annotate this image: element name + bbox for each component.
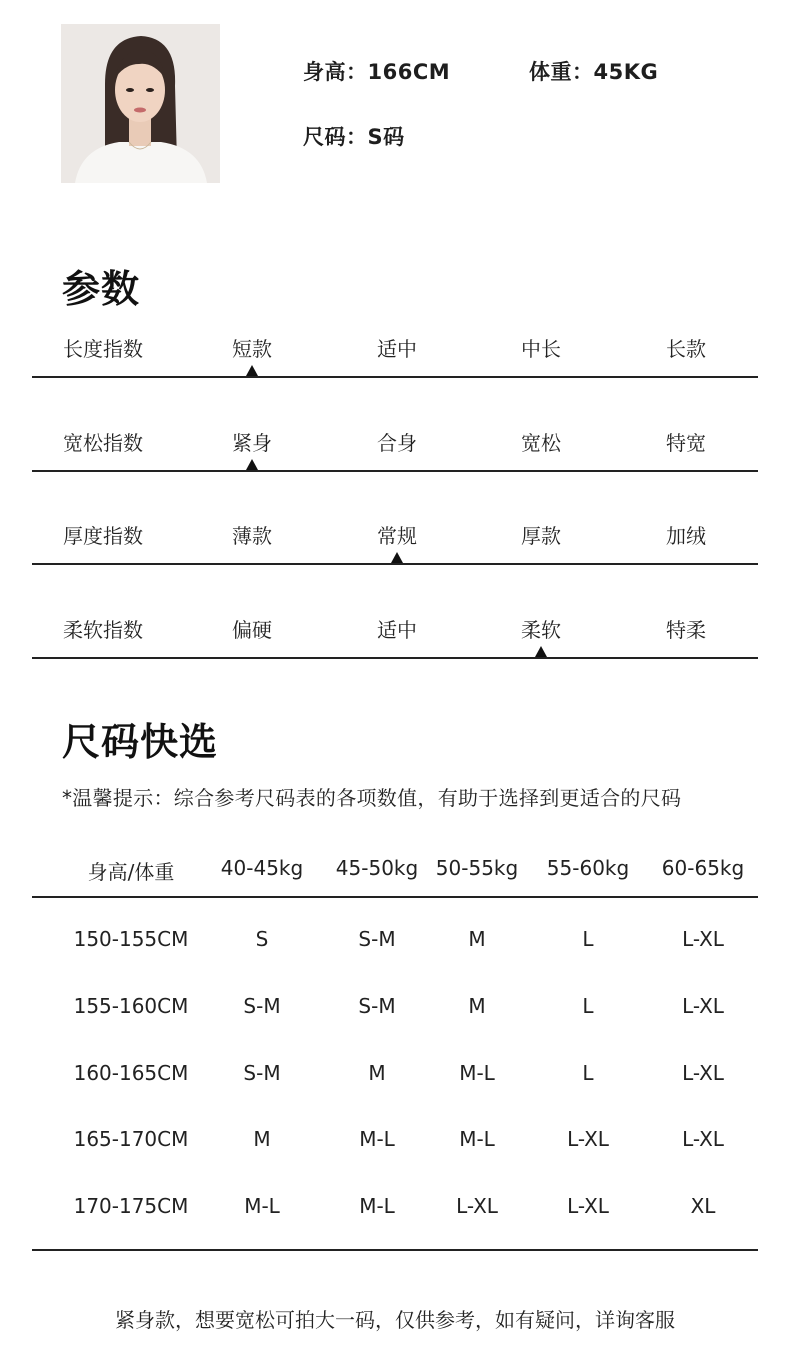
param-option: 柔软 [521, 618, 561, 642]
table-cell-size: L-XL [682, 927, 724, 951]
table-cell-size: M-L [459, 1061, 495, 1085]
param-option: 合身 [377, 431, 417, 455]
table-row-height: 165-170CM [73, 1127, 189, 1151]
table-cell-size: M-L [244, 1194, 280, 1218]
param-label: 厚度指数 [63, 524, 143, 548]
table-header-cell: 40-45kg [220, 856, 304, 880]
param-option: 特宽 [666, 431, 706, 455]
param-label: 宽松指数 [63, 431, 143, 455]
table-cell-size: L-XL [456, 1194, 498, 1218]
table-cell-size: S-M [243, 994, 281, 1018]
table-row-height: 170-175CM [73, 1194, 189, 1218]
param-level-marker [246, 365, 258, 376]
table-cell-size: XL [690, 1194, 716, 1218]
table-row-height: 150-155CM [73, 927, 189, 951]
table-cell-size: M-L [459, 1127, 495, 1151]
table-cell-size: L-XL [567, 1194, 609, 1218]
table-row-height: 160-165CM [73, 1061, 189, 1085]
table-header-corner: 身高/体重 [87, 860, 175, 884]
param-divider [32, 657, 758, 659]
param-option: 偏硬 [232, 618, 272, 642]
table-header-cell: 45-50kg [335, 856, 419, 880]
table-cell-size: S-M [243, 1061, 281, 1085]
footer-note: 紧身款，想要宽松可拍大一码，仅供参考，如有疑问，详询客服 [115, 1308, 675, 1332]
param-label: 长度指数 [63, 337, 143, 361]
param-option: 长款 [666, 337, 706, 361]
param-level-marker [246, 459, 258, 470]
table-cell-size: L [582, 994, 594, 1018]
param-option: 特柔 [666, 618, 706, 642]
param-option: 厚款 [521, 524, 561, 548]
table-cell-size: S-M [358, 927, 396, 951]
table-row-height: 155-160CM [73, 994, 189, 1018]
table-header-cell: 55-60kg [546, 856, 630, 880]
table-cell-size: M [253, 1127, 271, 1151]
param-divider [32, 470, 758, 472]
param-option: 紧身 [232, 431, 272, 455]
model-portrait-illustration [61, 24, 220, 183]
model-weight: 体重：45KG [529, 60, 659, 84]
param-option: 加绒 [666, 524, 706, 548]
size-guide-tip: *温馨提示：综合参考尺码表的各项数值，有助于选择到更适合的尺码 [62, 786, 682, 810]
table-cell-size: M [468, 994, 486, 1018]
model-height: 身高：166CM [303, 60, 451, 84]
param-option: 常规 [377, 524, 417, 548]
param-option: 适中 [377, 337, 417, 361]
param-option: 宽松 [521, 431, 561, 455]
table-cell-size: L-XL [567, 1127, 609, 1151]
param-divider [32, 376, 758, 378]
table-cell-size: L-XL [682, 994, 724, 1018]
param-option: 短款 [232, 337, 272, 361]
table-cell-size: M-L [359, 1127, 395, 1151]
params-title: 参数 [62, 267, 141, 311]
model-size: 尺码：S码 [303, 125, 405, 149]
param-divider [32, 563, 758, 565]
table-cell-size: L [582, 927, 594, 951]
table-header-cell: 50-55kg [435, 856, 519, 880]
table-cell-size: M [368, 1061, 386, 1085]
param-level-marker [535, 646, 547, 657]
param-option: 适中 [377, 618, 417, 642]
table-cell-size: S-M [358, 994, 396, 1018]
table-cell-size: L-XL [682, 1127, 724, 1151]
table-cell-size: M [468, 927, 486, 951]
table-cell-size: S [255, 927, 269, 951]
param-label: 柔软指数 [63, 618, 143, 642]
table-header-divider [32, 896, 758, 898]
table-cell-size: M-L [359, 1194, 395, 1218]
table-cell-size: L-XL [682, 1061, 724, 1085]
table-cell-size: L [582, 1061, 594, 1085]
param-option: 中长 [521, 337, 561, 361]
table-bottom-divider [32, 1249, 758, 1251]
table-header-cell: 60-65kg [661, 856, 745, 880]
model-photo [61, 24, 220, 183]
size-guide-title: 尺码快选 [62, 720, 219, 764]
param-level-marker [391, 552, 403, 563]
param-option: 薄款 [232, 524, 272, 548]
